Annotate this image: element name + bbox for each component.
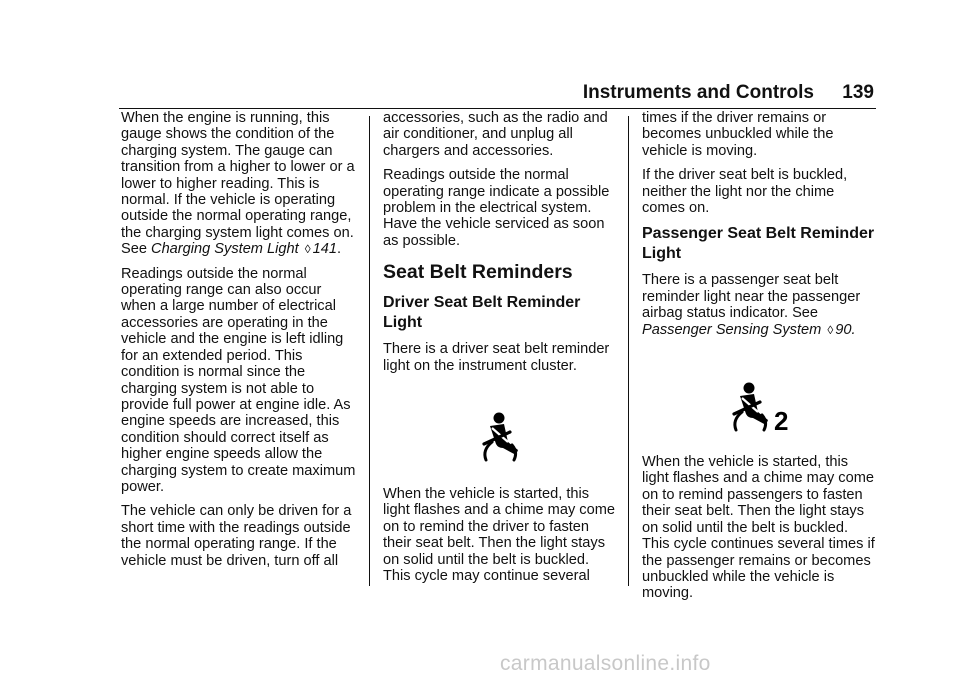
seat-belt-reminders-heading: Seat Belt Reminders — [383, 261, 573, 284]
column-divider-2 — [628, 116, 629, 586]
charging-gauge-paragraph: When the engine is running, this gauge shows the condition of the charging system. The gauge can transition from a higher to lower or a lower to higher reading. This is normal. If the vehicle is operating outside the normal operating range, the charging system light comes on. See Charging System Light ◊ 141. — [121, 110, 355, 258]
driver-unbuckled-paragraph: times if the driver remains or becomes unbuckled while the vehicle is moving. — [642, 110, 834, 159]
accessories-paragraph: accessories, such as the radio and air conditioner, and unplug all chargers and accessories. — [383, 110, 608, 159]
column-3 — [642, 110, 878, 610]
driver-seat-belt-heading: Driver Seat Belt Reminder Light — [383, 294, 581, 332]
watermark: carmanualsonline.info — [500, 652, 711, 675]
section-title: Instruments and Controls — [582, 82, 814, 103]
column-2 — [383, 110, 617, 593]
page-number: 139 — [842, 82, 874, 103]
cross-reference-charging-light[interactable]: Charging System Light ◊ 141 — [151, 241, 338, 258]
readings-problem-paragraph: Readings outside the normal operating range indicate a possible problem in the electrical system. Have the vehicle serviced as soon as possible. — [383, 167, 610, 249]
passenger-seat-belt-icon — [728, 382, 792, 434]
page-ref-icon: ◊ — [304, 242, 311, 257]
cross-reference-passenger-sensing[interactable]: Passenger Sensing System ◊ 90. — [642, 321, 856, 338]
column-1 — [121, 110, 357, 577]
readings-driven-paragraph: The vehicle can only be driven for a short time with the readings outside the normal operating range. If the vehicle must be driven, turn off all — [121, 503, 352, 569]
passenger-seat-belt-heading: Passenger Seat Belt Reminder Light — [642, 225, 875, 263]
readings-idle-paragraph: Readings outside the normal operating range can also occur when a large number of electrical accessories are operating in the vehicle and the engine is left idling for an extended period. This condition is normal since the charging system is not able to provide full power at engine idle. As engine speeds are increased, this condition should correct itself as higher engine speeds allow the charging system to create maximum power. — [121, 265, 356, 495]
driver-buckled-paragraph: If the driver seat belt is buckled, neither the light nor the chime comes on. — [642, 167, 848, 217]
column-divider-1 — [369, 116, 370, 586]
page-ref-icon: ◊ — [827, 322, 834, 337]
driver-reminder-paragraph: There is a driver seat belt reminder light on the instrument cluster. — [383, 341, 610, 374]
passenger-icon-label: 2 — [774, 406, 789, 435]
passenger-reminder-paragraph: There is a passenger seat belt reminder light near the passenger airbag status indicator. See Passenger Sensing System ◊ 90. — [642, 272, 861, 338]
page-header — [119, 80, 876, 109]
passenger-started-paragraph: When the vehicle is started, this light flashes and a chime may come on to remind passengers to fasten their seat belt. Then the light stays on solid until the belt is buckled. This cycle continues several times if the passenger remains or becomes unbuckled while the vehicle is moving. — [642, 454, 875, 602]
driver-started-paragraph: When the vehicle is started, this light flashes and a chime may come on to remind the driver to fasten their seat belt. Then the light stays on solid until the belt is buckled. This cycle may continue several — [383, 486, 615, 585]
driver-seat-belt-icon — [478, 412, 522, 462]
